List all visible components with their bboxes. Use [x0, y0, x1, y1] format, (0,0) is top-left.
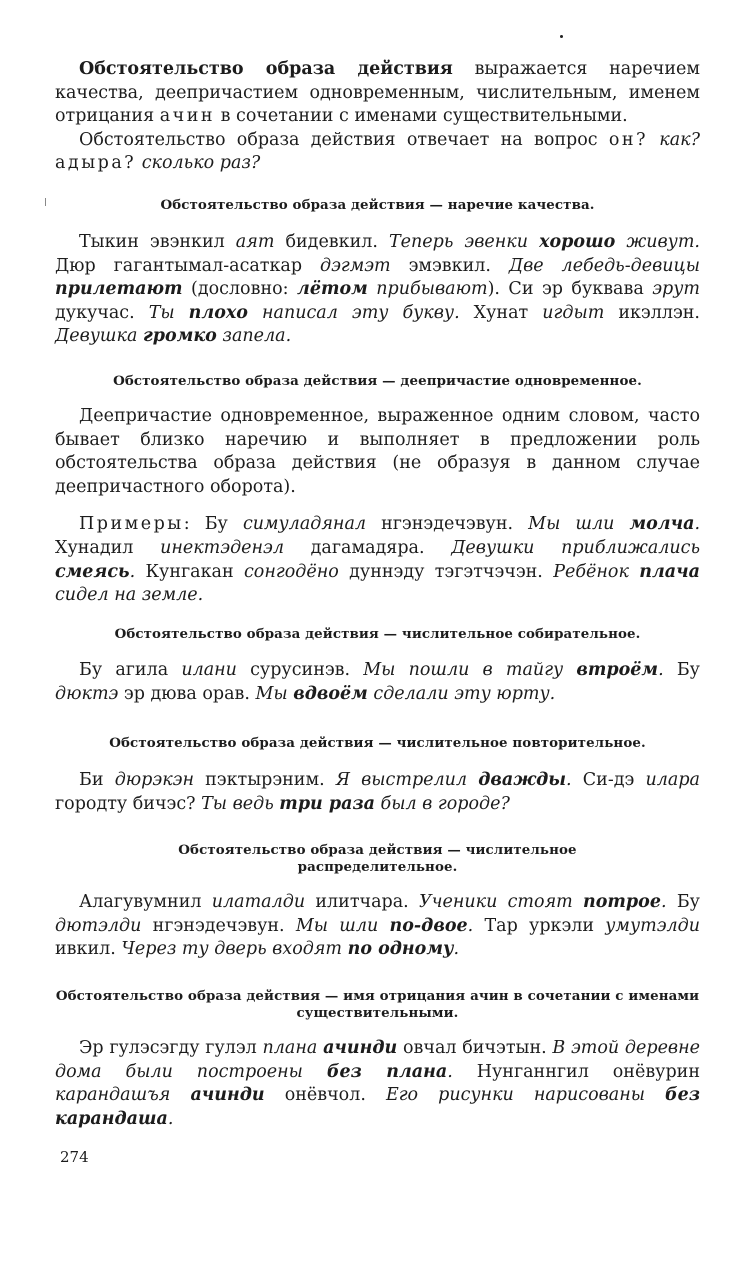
text-run: дважды [478, 770, 567, 790]
text-run: выражается наречием качества, деепричастием одновременным, числительным, именем отрицания [55, 59, 700, 127]
text-run: Примеры [79, 514, 184, 535]
text-run: Эр гулэсэгду гулэл [79, 1038, 263, 1058]
section-heading: Обстоятельство образа действия — имя отрицания ачин в сочетании с именами существительными. [55, 988, 700, 1021]
text-run: Теперь эвенки [388, 232, 540, 252]
text-run: сколько раз? [141, 153, 261, 174]
text-run: хорошо [539, 232, 616, 252]
text-run: илара [645, 770, 700, 790]
text-run: Две лебедь-девицы [508, 255, 700, 276]
text-run: прилетают [55, 279, 183, 300]
section-heading: Обстоятельство образа действия — числительное собирательное. [114, 626, 641, 642]
text-run: плана [262, 1038, 324, 1058]
text-run: умутэлди [605, 915, 700, 936]
text-run: онёвчол. [264, 1085, 386, 1106]
section-gerund [55, 373, 700, 608]
text-run: (дословно: [182, 279, 298, 300]
text-run: Бу [666, 892, 700, 912]
section-heading: Обстоятельство образа действия — числительное повторительное. [109, 735, 646, 751]
print-mark [45, 198, 46, 206]
example-paragraph [55, 659, 700, 706]
text-run: без карандаша [55, 1085, 700, 1129]
text-run: илани [181, 660, 237, 680]
question-paragraph [55, 129, 700, 176]
explanation-paragraph [55, 405, 700, 499]
text-run: три раза [279, 793, 375, 814]
text-run: адыра? [55, 153, 137, 174]
text-run: Мы [255, 683, 294, 704]
text-run: Обстоятельство образа действия [79, 59, 453, 79]
text-run: пэктырэним. [193, 770, 336, 790]
text-run: нгэнэдечэвун. [141, 915, 296, 936]
text-run: Я выстрелил [335, 770, 479, 790]
text-run: Ребёнок [553, 561, 640, 582]
text-run: дэгмэт [320, 255, 391, 276]
text-run: плохо [188, 302, 248, 323]
text-run: . [660, 892, 667, 912]
text-run: он? [608, 129, 648, 150]
text-run: лётом [297, 279, 368, 300]
text-run: по-двое [389, 915, 468, 936]
text-run: громко [142, 326, 217, 347]
text-run: Обстоятельство образа действия отвечает на вопрос [79, 129, 609, 150]
example-paragraph [55, 891, 700, 962]
text-run: илаталди [211, 892, 306, 912]
text-run: прибывают [367, 279, 488, 300]
text-run: овчал бичэтын. [397, 1038, 553, 1058]
text-run: игдыт [542, 302, 605, 323]
text-run: городту бичэс? [55, 793, 202, 814]
text-run: . [453, 939, 460, 960]
text-run: дуннэду тэгэтчэчэн. [338, 561, 554, 582]
text-run: Алагувумнил [79, 892, 212, 912]
text-run: эмэвкил. [390, 255, 509, 276]
text-run: Дюр гагантымал-асаткар [55, 255, 320, 276]
text-run: Хунат [459, 302, 543, 323]
text-run: живут. [615, 232, 700, 252]
text-run: написал эту букву. [247, 302, 460, 323]
intro-block [55, 58, 700, 176]
text-run: нгэнэдечэвун. [366, 514, 529, 535]
text-run: дютэлди [55, 915, 142, 936]
section-collective-numeral [55, 626, 700, 706]
text-run: аят [235, 232, 275, 252]
intro-paragraph [55, 58, 700, 129]
text-run: эрут [652, 279, 700, 300]
text-run: Его рисунки нарисованы [385, 1085, 666, 1106]
text-run: смеясь [55, 561, 130, 582]
text-run: без плана [326, 1061, 448, 1082]
text-run: в сочетании с именами существительными. [215, 106, 628, 127]
text-run: эр дюва орав. [118, 683, 256, 704]
text-run: В этой деревне дома были построены [55, 1038, 701, 1082]
text-run: как? [659, 129, 700, 150]
text-run: . [694, 514, 701, 535]
text-run: дагамадяра. [284, 537, 452, 558]
text-run: Ученики стоят [418, 892, 584, 912]
text-run [648, 130, 659, 150]
section-negation [55, 988, 700, 1131]
text-run: втроём [576, 660, 659, 680]
text-run: карандашъя [55, 1085, 191, 1106]
section-heading: Обстоятельство образа действия — деепричастие одновременное. [113, 373, 642, 389]
print-speck [560, 35, 563, 38]
text-run: по одному [347, 939, 454, 960]
text-run: дюрэкэн [114, 770, 194, 790]
text-run: Тыкин эвэнкил [79, 232, 236, 252]
text-run: плача [639, 561, 700, 582]
text-run: Мы пошли в тайгу [363, 660, 577, 680]
text-run: Девушка [55, 326, 143, 347]
section-heading: Обстоятельство образа действия — наречие качества. [160, 197, 595, 213]
section-distributive-numeral [55, 842, 700, 962]
text-run: ивкил. [55, 939, 122, 960]
text-run: был в городе? [374, 793, 510, 814]
text-run: бидевкил. [274, 232, 389, 252]
text-run: сидел на земле. [55, 585, 204, 606]
text-run: Через ту дверь входят [121, 939, 348, 960]
text-run: сурусинэв. [236, 660, 364, 680]
section-adverb [55, 197, 700, 349]
text-run: сделали эту юрту. [367, 683, 556, 704]
text-run: Би [79, 770, 115, 790]
text-run: дукучас. [55, 302, 149, 323]
page-number: 274 [60, 1148, 89, 1166]
example-paragraph [55, 513, 700, 607]
text-run: вдвоём [293, 683, 368, 704]
text-run: дюктэ [55, 683, 119, 704]
text-run: Си-дэ [571, 770, 646, 790]
section-repetitive-numeral [55, 735, 700, 816]
text-run: Кунгакан [135, 561, 244, 582]
text-run: сонгодёно [244, 561, 339, 582]
example-paragraph [55, 769, 700, 816]
section-heading: Обстоятельство образа действия — числительное распределительное. [178, 842, 577, 875]
text-run: запела. [216, 326, 292, 347]
example-paragraph [55, 1037, 700, 1131]
text-run: Мы шли [295, 915, 390, 936]
text-run: Девушки приближались [451, 537, 700, 558]
text-run: Нунганнгил онёвурин [452, 1061, 700, 1082]
text-run: Ты ведь [201, 793, 280, 814]
text-run: инектэденэл [160, 537, 284, 558]
example-paragraph [55, 231, 700, 349]
text-run: потрое [583, 892, 661, 912]
text-run: . [129, 561, 136, 582]
text-run: Мы шли [528, 514, 630, 535]
text-run: . [167, 1108, 174, 1129]
text-run: молча [629, 514, 695, 535]
text-run: икэллэн. [604, 302, 700, 323]
text-run: . [467, 915, 474, 936]
text-run: . [658, 660, 664, 680]
text-run: : Бу [183, 514, 243, 535]
text-run: ачинди [190, 1085, 265, 1106]
text-run: Ты [148, 302, 189, 323]
text-run: . [566, 770, 572, 790]
text-run: Хунадил [55, 537, 161, 558]
text-run: Тар уркэли [473, 915, 606, 936]
text-run: илитчара. [305, 892, 419, 912]
text-run: симуладянал [242, 514, 367, 535]
text-run: ). Си эр буквава [487, 279, 653, 300]
text-run: ачинди [323, 1038, 398, 1058]
text-run: Деепричастие одновременное, выраженное одним словом, часто бывает близко наречию и выполняет в предложении роль обстоятельства образа действия (не образуя в данном случае деепричастного оборота). [55, 406, 700, 497]
text-run: . [447, 1061, 453, 1082]
text-run: Бу [663, 660, 700, 680]
text-run: Бу агила [79, 660, 182, 680]
text-run: ачин [159, 106, 216, 127]
